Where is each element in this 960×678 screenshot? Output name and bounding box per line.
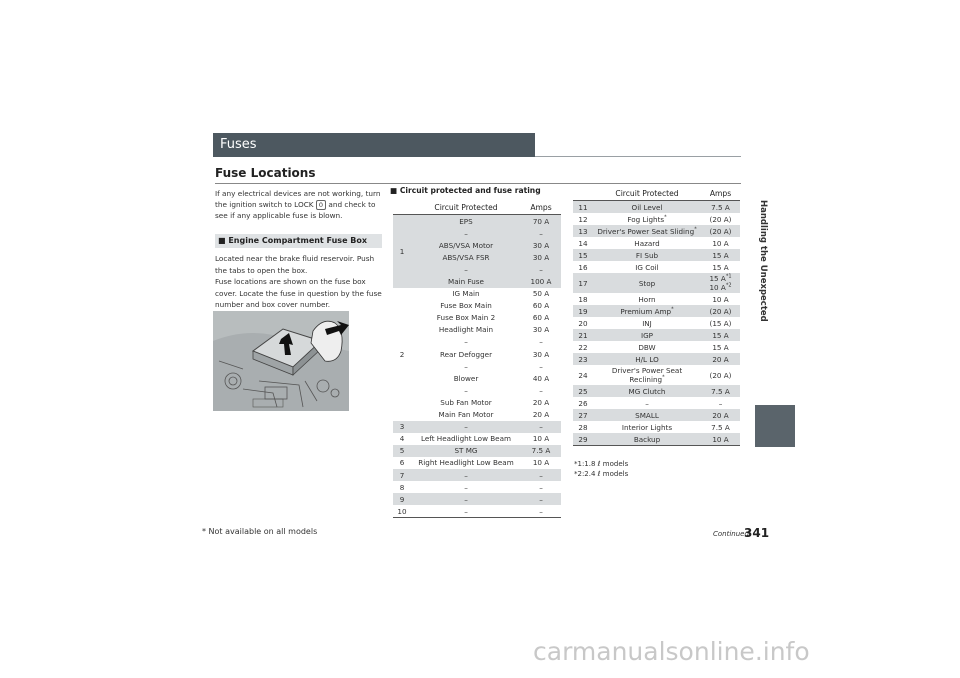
circuit-cell: Sub Fan Motor (440, 397, 492, 407)
fuse-number: 8 (399, 482, 405, 492)
fuse-table-1 (393, 200, 561, 518)
amps-cell: 15 A (712, 342, 729, 352)
circuit-cell: Main Fan Motor (438, 410, 494, 420)
fuse-number: 5 (393, 445, 411, 457)
circuit-cell: Interior Lights (621, 422, 673, 432)
footnote-marker: *1 (725, 273, 732, 280)
table-row (393, 263, 561, 275)
fuse-number: 16 (578, 262, 588, 272)
table-row (393, 239, 561, 251)
table-row (393, 360, 561, 372)
table-row (573, 225, 740, 237)
fuse-number: 26 (578, 398, 588, 408)
section-title: Fuses (220, 137, 257, 152)
table-row (573, 201, 740, 214)
table-row (573, 353, 740, 365)
circuit-cell: Main Fuse (411, 275, 521, 287)
fuse-number: 7 (393, 469, 411, 481)
amps-cell: 20 A (701, 409, 740, 421)
amps-cell: – (521, 263, 561, 275)
table-row (573, 397, 740, 409)
amps-cell: 40 A (532, 373, 550, 383)
fuse-box-photo (213, 311, 349, 411)
table-row (573, 421, 740, 433)
table-row (393, 481, 561, 493)
amps-cell: – (521, 505, 561, 518)
table-row (573, 237, 740, 249)
table-row (393, 227, 561, 239)
table-row (573, 341, 740, 353)
fuse-number: 18 (578, 294, 588, 304)
circuit-cell: – (411, 227, 521, 239)
table-row (573, 261, 740, 273)
table-row (573, 305, 740, 317)
table-row (573, 293, 740, 305)
fuse-number: 22 (578, 342, 588, 352)
amps-cell: (20 A) (701, 225, 740, 237)
table-row (393, 372, 561, 384)
footnote: *2:2.4 ℓ models (574, 470, 629, 478)
circuit-cell: – (411, 421, 521, 433)
table-row (393, 215, 561, 228)
circuit-cell: Hazard (634, 238, 660, 248)
fuse-number: 4 (399, 434, 405, 444)
table-row (573, 249, 740, 261)
amps-cell: 15 A (701, 249, 740, 261)
amps-cell: – (539, 482, 543, 492)
footnotes (574, 459, 628, 479)
footnote-marker: *2 (725, 282, 732, 289)
circuit-cell: Blower (453, 373, 479, 383)
intro-part1: If any electrical devices are not working, turn the ignition switch to LOCK (215, 189, 381, 209)
amps-cell: 30 A (521, 239, 561, 251)
fuse-number: 24 (578, 370, 588, 380)
circuit-cell: DBW (638, 342, 656, 352)
fuse-number: 11 (573, 201, 593, 214)
fuse-number: 12 (578, 214, 588, 224)
fuse-number: 17 (573, 273, 593, 293)
circuit-cell: – (464, 482, 468, 492)
circuit-cell: Headlight Main (438, 325, 494, 335)
header-amps: Amps (521, 200, 561, 215)
circuit-text: Fog Lights (627, 214, 665, 224)
description-line: Located near the brake fluid reservoir. Push the tabs to open the box. (215, 254, 375, 275)
amps-cell: 30 A (521, 251, 561, 263)
table-row (393, 433, 561, 445)
circuit-text: Driver's Power Seat Sliding (597, 226, 695, 236)
circuit-cell: FI Sub (593, 249, 701, 261)
table-row (393, 493, 561, 505)
fuse-number: 28 (578, 422, 588, 432)
fuse-number: 21 (573, 329, 593, 341)
amps-cell: 10 A (712, 238, 729, 248)
amps-value: 15 A (709, 274, 726, 283)
circuit-text: Driver's Power Seat (611, 366, 683, 375)
fuse-number: 13 (573, 225, 593, 237)
page-title: Fuse Locations (215, 166, 316, 180)
circuit-cell: INJ (642, 318, 652, 328)
circuit-cell: ABS/VSA FSR (411, 251, 521, 263)
table-row (393, 445, 561, 457)
footnote-star: * (664, 214, 667, 221)
amps-cell: 10 A (701, 433, 740, 446)
circuit-cell: ABS/VSA Motor (411, 239, 521, 251)
amps-cell: 7.5 A (701, 385, 740, 397)
amps-cell: – (521, 493, 561, 505)
fuse-number: 19 (573, 305, 593, 317)
circuit-cell: IG Coil (635, 262, 659, 272)
amps-cell: 10 A (532, 458, 550, 468)
description (215, 253, 385, 311)
subsection-title: Engine Compartment Fuse Box (228, 236, 368, 245)
amps-cell: 15 A (701, 329, 740, 341)
table-header-row (393, 200, 561, 215)
header-circuit: Circuit Protected (411, 200, 521, 215)
table-row (573, 365, 740, 385)
fuse-number: 1 (393, 215, 411, 288)
circuit-cell: IGP (593, 329, 701, 341)
amps-cell: 7.5 A (521, 445, 561, 457)
lock-key-icon: 0 (316, 200, 326, 210)
engine-bay-illustration (213, 311, 349, 411)
circuit-text: Reclining (629, 375, 663, 384)
table-row (393, 384, 561, 396)
circuit-cell: Fuse Box Main 2 (436, 313, 496, 323)
footnote-star: * (671, 306, 674, 313)
fuse-number: 25 (573, 385, 593, 397)
header-circuit: Circuit Protected (593, 186, 701, 201)
side-chapter-label (758, 200, 770, 420)
circuit-text: Premium Amp (620, 306, 672, 316)
table-row (393, 421, 561, 433)
circuit-cell: MG Clutch (593, 385, 701, 397)
intro-text (215, 188, 385, 221)
table-row (393, 251, 561, 263)
circuit-cell: – (464, 337, 468, 347)
amps-cell: (20 A) (709, 214, 732, 224)
circuit-cell: – (464, 385, 468, 395)
continued-label: Continued (713, 530, 749, 538)
amps-cell: – (521, 227, 561, 239)
circuit-cell: – (411, 469, 521, 481)
table-row (393, 288, 561, 300)
table-row (393, 396, 561, 408)
fuse-number: 27 (573, 409, 593, 421)
fuse-number: 3 (393, 421, 411, 433)
amps-cell: – (521, 421, 561, 433)
amps-cell: 50 A (532, 289, 550, 299)
table-row (393, 505, 561, 518)
amps-cell: (20 A) (701, 305, 740, 317)
amps-cell: 7.5 A (711, 422, 730, 432)
title-rule (215, 183, 741, 184)
table-row (393, 312, 561, 324)
description-line: Fuse locations are shown on the fuse box cover. Locate the fuse in question by the fuse number and box cover number. (215, 277, 382, 309)
footer-note: * Not available on all models (202, 527, 318, 536)
circuit-cell: – (411, 493, 521, 505)
table-title: ■ Circuit protected and fuse rating (390, 186, 541, 195)
chapter-tab (755, 405, 795, 447)
fuse-number: 15 (573, 249, 593, 261)
footnote-star: * (694, 226, 697, 233)
fuse-number: 23 (573, 353, 593, 365)
circuit-cell (593, 365, 701, 385)
amps-cell: 10 A (532, 434, 550, 444)
circuit-cell: – (411, 263, 521, 275)
amps-value: 10 A (709, 283, 726, 292)
amps-cell: – (521, 469, 561, 481)
watermark: carmanualsonline.info (533, 637, 810, 666)
amps-cell: 70 A (521, 215, 561, 228)
circuit-cell: – (464, 361, 468, 371)
circuit-cell: ST MG (411, 445, 521, 457)
amps-cell: 10 A (712, 294, 729, 304)
fuse-number: 2 (399, 349, 405, 359)
section-rule (535, 156, 741, 157)
fuse-number: 14 (578, 238, 588, 248)
table-header-row (573, 186, 740, 201)
amps-cell: – (539, 385, 543, 395)
circuit-cell: H/L LO (593, 353, 701, 365)
table-row (393, 469, 561, 481)
amps-cell (701, 273, 740, 293)
circuit-cell (593, 225, 701, 237)
amps-cell: – (539, 337, 543, 347)
table-row (573, 317, 740, 329)
circuit-cell: – (411, 505, 521, 518)
circuit-cell (593, 305, 701, 317)
amps-cell: 100 A (521, 275, 561, 287)
circuit-cell: Rear Defogger (439, 349, 493, 359)
intro-part2: and check to see if any applicable fuse is blown. (215, 200, 376, 220)
table-row (573, 433, 740, 446)
circuit-cell: EPS (411, 215, 521, 228)
fuse-number: 20 (578, 318, 588, 328)
circuit-cell: Backup (593, 433, 701, 446)
table-row (573, 213, 740, 225)
fuse-table-2 (573, 186, 740, 446)
circuit-cell: Stop (593, 273, 701, 293)
fuse-number: 29 (573, 433, 593, 446)
table-row (393, 348, 561, 360)
subsection-heading: ■ Engine Compartment Fuse Box (215, 234, 382, 248)
circuit-cell: – (645, 398, 649, 408)
amps-cell: 7.5 A (701, 201, 740, 214)
amps-cell: – (718, 398, 723, 408)
table-row (573, 329, 740, 341)
amps-cell: – (539, 361, 543, 371)
amps-cell: 60 A (532, 313, 550, 323)
fuse-number: 9 (393, 493, 411, 505)
table-row (393, 275, 561, 287)
circuit-cell: Fuse Box Main (440, 301, 492, 311)
amps-cell: 30 A (532, 349, 550, 359)
amps-cell: 20 A (532, 410, 550, 420)
circuit-cell: SMALL (593, 409, 701, 421)
chapter-label-text: Handling the Unexpected (758, 200, 768, 322)
fuse-number: 6 (399, 458, 405, 468)
amps-cell: (20 A) (709, 370, 732, 380)
circuit-cell: Horn (638, 294, 656, 304)
circuit-cell: Oil Level (593, 201, 701, 214)
table-row (393, 300, 561, 312)
table-row (393, 409, 561, 421)
circuit-cell (593, 213, 701, 225)
amps-cell: 20 A (701, 353, 740, 365)
table-row (393, 336, 561, 348)
fuse-number: 10 (393, 505, 411, 518)
table-row (573, 409, 740, 421)
amps-cell: (15 A) (709, 318, 732, 328)
amps-cell: 30 A (532, 325, 550, 335)
header-amps: Amps (701, 186, 740, 201)
circuit-cell: Left Headlight Low Beam (420, 434, 511, 444)
amps-cell: 60 A (532, 301, 550, 311)
table-row (393, 457, 561, 469)
footnote-star: * (662, 374, 665, 381)
section-title-bar (213, 133, 535, 157)
footnote: *1:1.8 ℓ models (574, 460, 629, 468)
table-title-text: Circuit protected and fuse rating (399, 186, 541, 195)
amps-cell: 15 A (712, 262, 729, 272)
table-row (573, 385, 740, 397)
circuit-cell: IG Main (452, 289, 480, 299)
circuit-cell: Right Headlight Low Beam (418, 458, 514, 468)
table-row (393, 324, 561, 336)
amps-cell: 20 A (532, 397, 550, 407)
page-number: 341 (744, 526, 770, 540)
table-row (573, 273, 740, 293)
